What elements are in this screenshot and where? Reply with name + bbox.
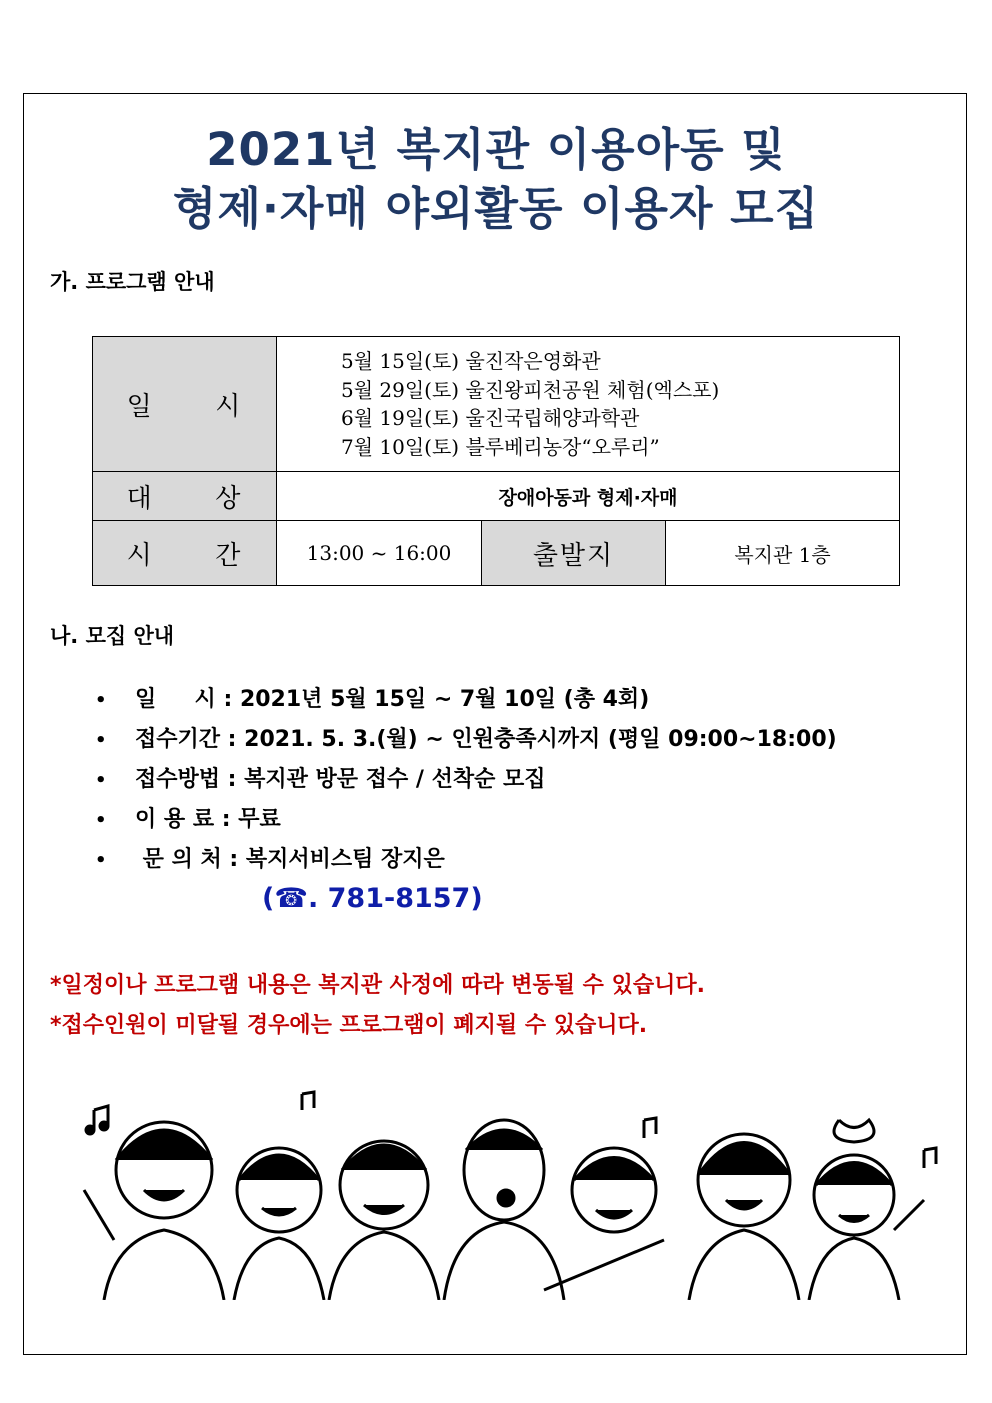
recruit-label: 이 용 료 — [135, 807, 215, 832]
time-label: 시 간 — [93, 521, 277, 586]
departure-value: 복지관 1층 — [666, 521, 900, 586]
notice-text: *접수인원이 미달될 경우에는 프로그램이 폐지될 수 있습니다. — [50, 1013, 648, 1038]
section-recruit-heading: 나. 모집 안내 — [50, 624, 175, 648]
recruit-value: 2021년 5월 15일 ~ 7월 10일 (총 4회) — [239, 687, 650, 712]
target-label: 대 상 — [93, 472, 277, 521]
recruit-label: 문 의 처 — [142, 847, 222, 872]
schedule-dates — [277, 337, 900, 472]
list-item: • 접수방법 : 복지관 방문 접수 / 선착순 모집 — [95, 767, 546, 792]
page-title-line2: 형제·자매 야외활동 이용자 모집 — [172, 182, 820, 235]
recruit-list — [95, 680, 837, 880]
schedule-item: 6월 19일(토) 울진국립해양과학관 — [341, 406, 640, 430]
departure-label: 출발지 — [482, 521, 666, 586]
recruit-value: 복지관 방문 접수 / 선착순 모집 — [244, 767, 546, 792]
schedule-item: 7월 10일(토) 블루베리농장“오루리” — [341, 434, 660, 459]
page-title-line1: 2021년 복지관 이용아동 및 — [206, 123, 786, 176]
target-value: 장애아동과 형제·자매 — [277, 472, 900, 521]
schedule-item: 5월 15일(토) 울진작은영화관 — [341, 349, 601, 373]
children-singing-illustration — [44, 1080, 944, 1300]
list-item: • 접수기간 : 2021. 5. 3.(월) ~ 인원충족시까지 (평일 09:00~18:00) — [95, 727, 837, 752]
time-value: 13:00 ~ 16:00 — [277, 521, 482, 586]
list-item: • 이 용 료 : 무료 — [95, 807, 281, 832]
recruit-value: 2021. 5. 3.(월) ~ 인원충족시까지 (평일 09:00~18:00) — [244, 727, 837, 752]
contact-phone: (☎. 781-8157) — [262, 883, 483, 914]
music-note-icon — [302, 1092, 314, 1110]
music-note-icon — [924, 1148, 936, 1168]
recruit-label: 일 시 — [135, 687, 216, 712]
notice-text: *일정이나 프로그램 내용은 복지관 사정에 따라 변동될 수 있습니다. — [50, 973, 705, 998]
program-table — [92, 336, 900, 586]
recruit-label: 접수기간 — [135, 727, 221, 752]
recruit-value: 복지서비스팀 장지은 — [245, 847, 445, 872]
recruit-value: 무료 — [238, 807, 281, 832]
list-item: • 문 의 처 : 복지서비스팀 장지은 — [95, 847, 445, 872]
music-note-icon — [86, 1106, 108, 1134]
music-note-icon — [644, 1118, 656, 1138]
date-label: 일 시 — [93, 337, 277, 472]
section-program-heading: 가. 프로그램 안내 — [50, 270, 215, 294]
recruit-label: 접수방법 — [135, 767, 221, 792]
schedule-item: 5월 29일(토) 울진왕피천공원 체험(엑스포) — [341, 377, 720, 402]
list-item: • 일 시 : 2021년 5월 15일 ~ 7월 10일 (총 4회) — [95, 687, 650, 712]
